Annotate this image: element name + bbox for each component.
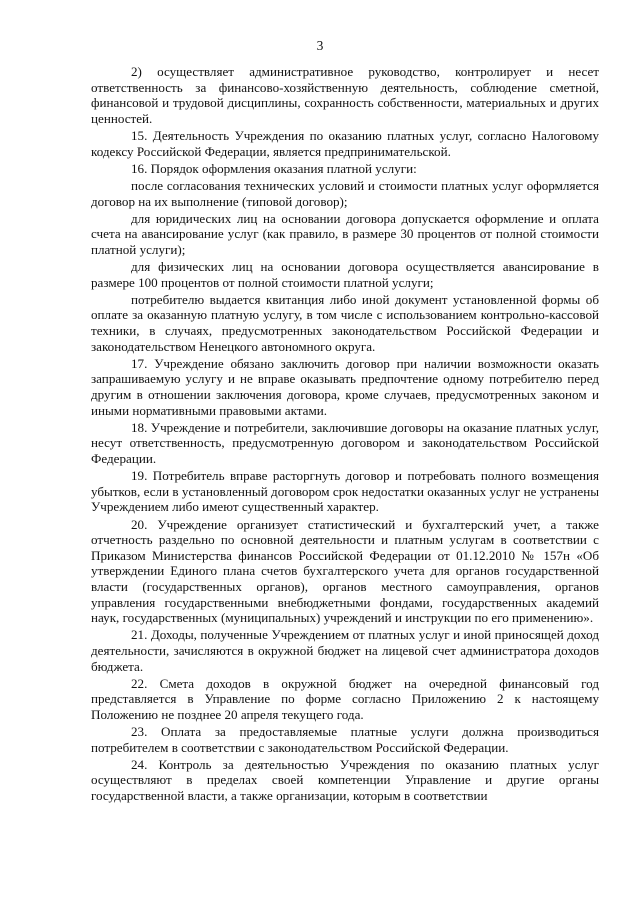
paragraph-16-receipt: потребителю выдается квитанция либо иной документ установленной формы об оплате за оказанную платную услугу, в том числе с использованием контрольно-кассовой техники, в случаях, предусмотренных законодательством Российской Федерации и законодательством Ненецкого автономного округа. [91, 291, 599, 354]
paragraph-19: 19. Потребитель вправе расторгнуть договор и потребовать полного возмещения убытков, если в установленный договором срок недостатки оказанных услуг не устранены Учреждением либо имеют существенный характер. [91, 468, 599, 515]
paragraph-15: 15. Деятельность Учреждения по оказанию платных услуг, согласно Налоговому кодексу Российской Федерации, является предпринимательской. [91, 127, 599, 159]
paragraph-21: 21. Доходы, полученные Учреждением от платных услуг и иной приносящей доход деятельности, зачисляются в окружной бюджет на лицевой счет администратора доходов бюджета. [91, 627, 599, 674]
paragraph-16-contract: после согласования технических условий и стоимости платных услуг оформляется договор на их выполнение (типовой договор); [91, 177, 599, 209]
paragraph-18: 18. Учреждение и потребители, заключившие договоры на оказание платных услуг, несут ответственность, предусмотренную договором и законодательством Российской Федерации. [91, 419, 599, 466]
paragraph-16-individuals: для физических лиц на основании договора осуществляется авансирование в размере 100 процентов от полной стоимости платной услуги; [91, 259, 599, 290]
paragraph-20: 20. Учреждение организует статистический и бухгалтерский учет, а также отчетность раздельно по основной деятельности и платным услугам в соответствии с Приказом Министерства финансов Российской Федерации от 01.12.2010 № 157н «Об утверждении Единого плана счетов бухгалтерского учета для органов государственной власти (государственных органов), органов местного самоуправления, органов управления государственными внебюджетными фондами, государственных академий наук, государственных (муниципальных) учреждений и инструкции по его применению». [91, 516, 599, 626]
paragraph-16: 16. Порядок оформления оказания платной услуги: [131, 160, 417, 176]
paragraph-22: 22. Смета доходов в окружной бюджет на очередной финансовый год представляется в Управление по форме согласно Приложению 2 к настоящему Положению не позднее 20 апреля текущего года. [91, 675, 599, 722]
document-body [91, 64, 599, 805]
paragraph-24: 24. Контроль за деятельностью Учреждения по оказанию платных услуг осуществляют в пределах своей компетенции Управление и другие органы государственной власти, а также организации, которым в соответствии [91, 756, 599, 804]
paragraph-item-2: 2) осуществляет административное руководство, контролирует и несет ответственность за финансово-хозяйственную деятельность, соблюдение сметной, финансовой и трудовой дисциплины, сохранность собственности, материальных и других ценностей. [91, 64, 599, 126]
paragraph-23: 23. Оплата за предоставляемые платные услуги должна производиться потребителем в соответствии с законодательством Российской Федерации. [91, 724, 599, 755]
paragraph-17: 17. Учреждение обязано заключить договор при наличии возможности оказать запрашиваемую услугу и не вправе оказывать предпочтение одному потребителю перед другим в отношении заключения договора, кроме случаев, предусмотренных законом и иными нормативными правовыми актами. [91, 355, 599, 418]
page-number: 3 [316, 38, 324, 53]
paragraph-16-legal-entities: для юридических лиц на основании договора допускается оформление и оплата счета на авансирование услуг (как правило, в размере 30 процентов от полной стоимости платной услуги); [91, 210, 599, 257]
